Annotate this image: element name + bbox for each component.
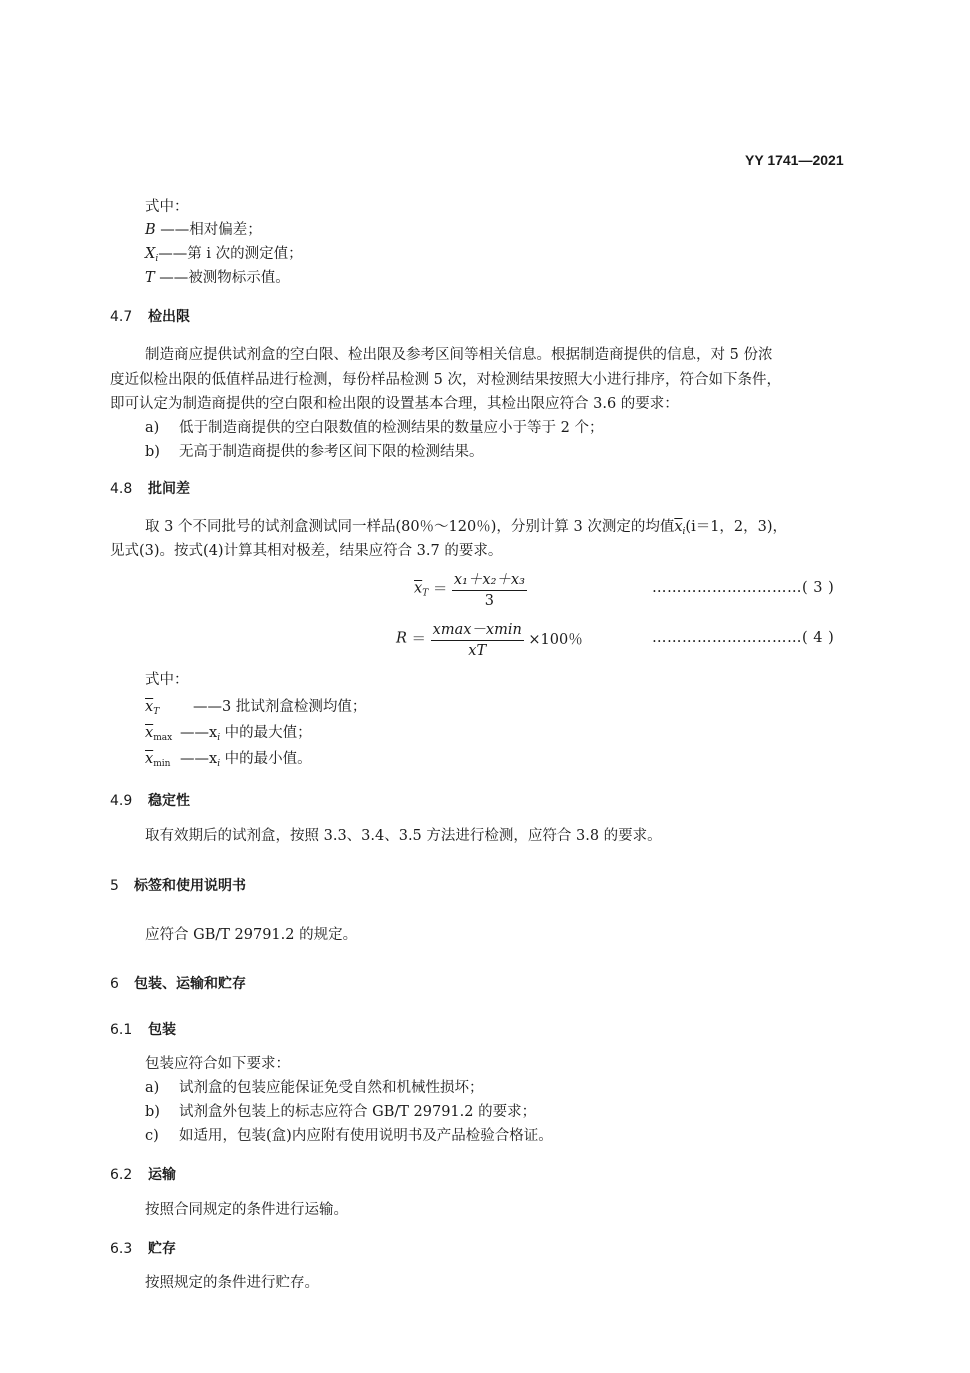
symbol-b: B [145, 222, 156, 238]
formula3-tag: ( 3 ) [802, 580, 835, 596]
formula3-denominator: 3 [484, 593, 495, 609]
section-4-9-heading [110, 790, 190, 810]
s48-para-line-1 [145, 517, 787, 542]
section-6-1-heading [110, 1019, 176, 1039]
formula4-tag: ( 4 ) [802, 630, 835, 646]
desc-xi: ——第 i 次的测定值； [158, 246, 303, 262]
section-number: 4.9 [110, 793, 133, 809]
list-text: 无高于制造商提供的参考区间下限的检测结果。 [179, 444, 484, 460]
formula4-lhs: R [396, 630, 407, 647]
list-label: a) [145, 1080, 160, 1096]
formula4-fraction [431, 618, 524, 659]
section-4-8-heading [110, 478, 190, 498]
section-number: 6.3 [110, 1241, 133, 1257]
desc-tail: 中的最大值； [220, 725, 312, 741]
mean-symbol-sub: i [682, 527, 686, 537]
list-label: b) [145, 444, 160, 460]
where2-item-xt [145, 697, 366, 722]
section-5-heading [110, 875, 246, 895]
where-item-t [145, 268, 290, 288]
section-number: 4.8 [110, 481, 133, 497]
formula-3 [414, 568, 527, 609]
formula4-numerator: xmax－xmin [431, 618, 524, 641]
s47-para-line-2: 度近似检出限的低值样品进行检测，每份样品检测 5 次，对检测结果按照大小进行排序，符合如下条件， [110, 372, 781, 388]
formula3-leader [652, 580, 834, 596]
formula4-dots: ………………………… [652, 630, 802, 646]
s49-para: 取有效期后的试剂盒，按照 3.3、3.4、3.5 方法进行检测，应符合 3.8 的要求。 [145, 828, 662, 844]
section-6-2-heading [110, 1164, 176, 1184]
section-title: 标签和使用说明书 [134, 878, 246, 894]
s62-para: 按照合同规定的条件进行运输。 [145, 1202, 348, 1218]
section-title: 贮存 [148, 1241, 176, 1257]
formula4-tail: ×100％ [528, 632, 583, 648]
s47-list-item-a [145, 418, 603, 438]
formula3-lhs-sub: T [422, 588, 429, 599]
symbol-sub: min [153, 759, 171, 769]
symbol: $\overline{x}$ [145, 699, 154, 715]
list-text: 试剂盒的包装应能保证免受自然和机械性损坏； [179, 1080, 484, 1096]
list-label: a) [145, 420, 160, 436]
formula-4 [396, 618, 583, 659]
desc-tail: 中的最小值。 [220, 751, 312, 767]
symbol-sub: max [153, 733, 173, 743]
document-number: YY 1741—2021 [745, 152, 844, 168]
list-text: 如适用，包装(盒)内应附有使用说明书及产品检验合格证。 [179, 1128, 553, 1144]
formula4-leader [652, 630, 834, 646]
s61-list-item-b [145, 1102, 536, 1122]
desc: ——x [180, 725, 218, 741]
section-6-3-heading [110, 1238, 176, 1258]
s61-intro: 包装应符合如下要求： [145, 1056, 290, 1072]
section-title: 稳定性 [148, 793, 190, 809]
formula3-numerator: x₁＋x₂＋x₃ [452, 568, 527, 591]
section-4-7-heading [110, 306, 190, 326]
section-title: 包装、运输和贮存 [134, 976, 246, 992]
s61-list-item-c [145, 1126, 553, 1146]
s47-para-line-1: 制造商应提供试剂盒的空白限、检出限及参考区间等相关信息。根据制造商提供的信息，对 5 份浓 [145, 347, 773, 363]
list-text: 低于制造商提供的空白限数值的检测结果的数量应小于等于 2 个； [179, 420, 604, 436]
section-title: 包装 [148, 1022, 176, 1038]
formula3-dots: ………………………… [652, 580, 802, 596]
s63-para: 按照规定的条件进行贮存。 [145, 1275, 319, 1291]
section-title: 批间差 [148, 481, 190, 497]
mean-symbol: $\overline{x}$ [674, 519, 683, 535]
desc-sub: i [217, 733, 221, 743]
symbol-x: X [145, 246, 156, 262]
symbol: $\overline{x}$ [145, 751, 154, 767]
section-title: 检出限 [148, 309, 190, 325]
where-intro: 式中： [145, 199, 189, 215]
s47-para-line-3: 即可认定为制造商提供的空白限和检出限的设置基本合理，其检出限应符合 3.6 的要求： [110, 396, 679, 412]
where2-item-xmax [145, 723, 312, 748]
symbol: $\overline{x}$ [145, 725, 154, 741]
formula3-eq: ＝ [432, 582, 448, 598]
desc-b: ——相对偏差； [155, 222, 262, 238]
formula4-eq: ＝ [411, 632, 427, 648]
section-number: 6.2 [110, 1167, 133, 1183]
where-item-b [145, 220, 262, 240]
symbol-x-sub: i [155, 254, 159, 264]
section-number: 5 [110, 878, 119, 894]
section-number: 4.7 [110, 309, 133, 325]
list-text: 试剂盒外包装上的标志应符合 GB/T 29791.2 的要求； [179, 1104, 537, 1120]
desc-t: ——被测物标示值。 [154, 270, 290, 286]
where-item-xi [145, 244, 303, 269]
section-number: 6 [110, 976, 119, 992]
list-label: b) [145, 1104, 160, 1120]
s61-list-item-a [145, 1078, 484, 1098]
s47-list-item-b [145, 442, 484, 462]
desc-sub: i [217, 759, 221, 769]
symbol-sub: T [153, 707, 160, 717]
desc: ——x [180, 751, 218, 767]
s5-para: 应符合 GB/T 29791.2 的规定。 [145, 927, 358, 943]
section-number: 6.1 [110, 1022, 133, 1038]
para-text: 取 3 个不同批号的试剂盒测试同一样品(80％～120％)，分别计算 3 次测定的均值 [145, 519, 675, 535]
symbol-t: T [145, 270, 155, 286]
formula4-denominator: xT [468, 643, 487, 659]
section-title: 运输 [148, 1167, 176, 1183]
para-text-tail: (i＝1，2，3)， [685, 519, 788, 535]
formula3-fraction [452, 568, 527, 609]
s48-para-line-2: 见式(3)。按式(4)计算其相对极差，结果应符合 3.7 的要求。 [110, 543, 503, 559]
where2-intro: 式中： [145, 672, 189, 688]
list-label: c) [145, 1128, 159, 1144]
section-6-heading [110, 973, 246, 993]
desc: ——3 批试剂盒检测均值； [193, 699, 367, 715]
formula3-lhs: $\overline{x}$ [414, 580, 423, 597]
where2-item-xmin [145, 749, 312, 774]
